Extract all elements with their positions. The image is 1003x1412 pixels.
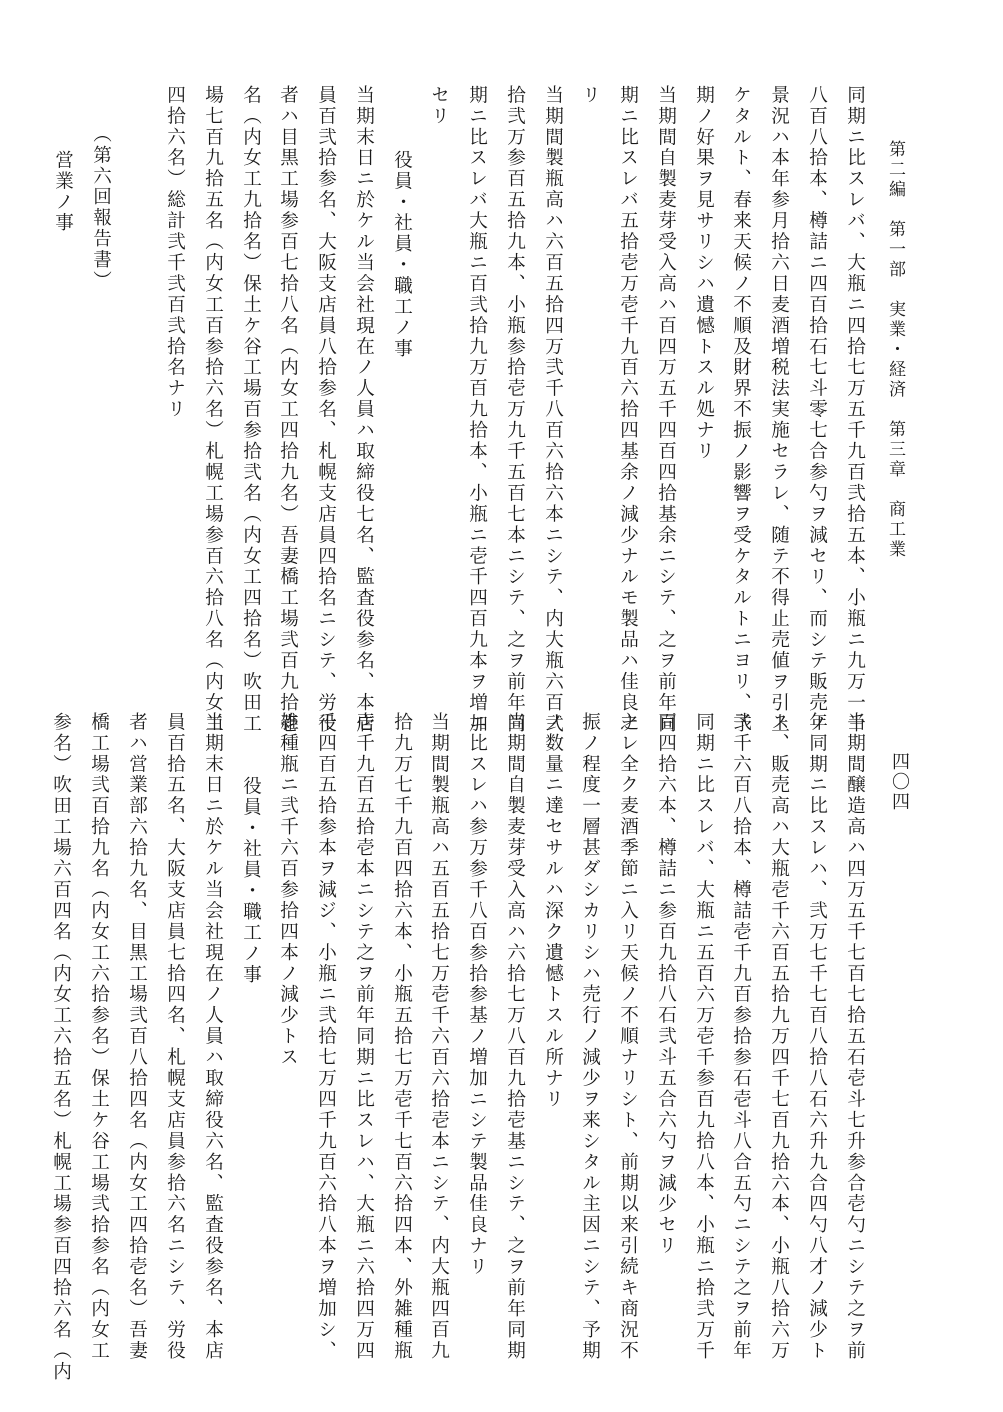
text-column: 拾九万七千九百四拾六本、小瓶五拾七万壱千七百六拾四本、外雑種瓶 bbox=[391, 712, 413, 1362]
text-column: 年同期ニ比スレハ、弐万七千七百八拾八石六升九合四勺八才ノ減少ト bbox=[806, 712, 828, 1362]
text-column: 之レ全ク麦酒季節ニ入リ天候ノ不順ナリシト、前期以来引続キ商況不 bbox=[617, 712, 639, 1362]
text-column: ス、販売高ハ大瓶壱千六百五拾九万四千七百九拾六本、小瓶八拾六万 bbox=[768, 712, 790, 1362]
text-column: ケタルト、春来天候ノ不順及財界不振ノ影響ヲ受ケタルトニヨリ、予 bbox=[730, 85, 752, 735]
section-heading: 営業ノ事 bbox=[52, 150, 74, 234]
section-heading: 役員・社員・職工ノ事 bbox=[391, 150, 413, 360]
text-column: 当期間製瓶高ハ五百五拾七万壱千六百六拾壱本ニシテ、内大瓶四百九 bbox=[428, 712, 450, 1362]
text-column: 名（内女工九拾名）保土ケ谷工場百参拾弐名（内女工四拾名）吹田工 bbox=[240, 85, 262, 735]
text-column: 参名）吹田工場六百四名（内女工六拾五名）札幌工場参百四拾六名（内 bbox=[50, 712, 72, 1383]
page-number: 四〇四 bbox=[889, 752, 910, 812]
text-column: 当期末日ニ於ケル当会社現在ノ人員ハ取締役六名、監査役参名、本店 bbox=[202, 712, 224, 1362]
text-column: 当期間自製麦芽受入高ハ六拾七万八百九拾壱基ニシテ、之ヲ前年同期 bbox=[504, 712, 526, 1362]
text-column: 期ニ比スレバ五拾壱万壱千九百六拾四基余ノ減少ナルモ製品ハ佳良ナ bbox=[617, 85, 639, 735]
text-column: リ bbox=[579, 85, 601, 106]
text-column: 雑種瓶ニ弐千六百参拾四本ノ減少トス bbox=[277, 712, 299, 1069]
text-column: 弐千六百八拾本、樽詰壱千九百参拾参石壱斗八合五勺ニシテ之ヲ前年 bbox=[730, 712, 752, 1362]
text-column: ニ比スレハ参万参千八百参拾参基ノ増加ニシテ製品佳良ナリ bbox=[466, 712, 488, 1278]
report-source: （第六回報告書） bbox=[90, 124, 112, 292]
text-column: 当期間製瓶高ハ六百五拾四万弐千八百六拾六本ニシテ、内大瓶六百弐 bbox=[542, 85, 564, 735]
text-column: 四拾六名）総計弐千弐百弐拾名ナリ bbox=[164, 85, 186, 421]
text-column: 者ハ営業部六拾九名、目黒工場弐百八拾四名（内女工四拾壱名）吾妻 bbox=[126, 712, 148, 1362]
text-column: セリ bbox=[428, 85, 450, 127]
text-column: 八百八拾本、樽詰ニ四百拾石七斗零七合参勺ヲ減セリ、而シテ販売ノ bbox=[806, 85, 828, 735]
text-column: 期ニ比スレバ大瓶ニ百弐拾九万百九拾本、小瓶ニ壱千四百九本ヲ増加 bbox=[466, 85, 488, 735]
text-column: 景況ハ本年参月拾六日麦酒増税法実施セラレ、随テ不得止売値ヲ引上 bbox=[768, 85, 790, 735]
text-column: 当期間自製麦芽受入高ハ百四万五千四百四拾基余ニシテ、之ヲ前年同 bbox=[655, 85, 677, 735]
running-header: 第二編 第一部 実業・経済 第三章 商工業 bbox=[885, 140, 905, 560]
text-column: 千四百五拾参本ヲ減ジ、小瓶ニ弐拾七万四千九百六拾八本ヲ増加シ、 bbox=[315, 712, 337, 1362]
text-column: 同期ニ比スレバ、大瓶ニ五百六万壱千参百九拾八本、小瓶ニ拾弐万千 bbox=[693, 712, 715, 1362]
text-column: 者ハ目黒工場参百七拾八名（内女工四拾九名）吾妻橋工場弐百九拾壱 bbox=[277, 85, 299, 735]
text-column: 期ノ好果ヲ見サリシハ遺憾トスル処ナリ bbox=[693, 85, 715, 463]
text-column: 当期間醸造高ハ四万五千七百七拾五石壱斗七升参合壱勺ニシテ之ヲ前 bbox=[844, 712, 866, 1362]
text-column: ノ数量ニ達セサルハ深ク遺憾トスル所ナリ bbox=[542, 712, 564, 1111]
text-column: 当期末日ニ於ケル当会社現在ノ人員ハ取締役七名、監査役参名、本店 bbox=[353, 85, 375, 735]
section-heading: 役員・社員・職工ノ事 bbox=[240, 776, 262, 986]
text-column: 壱千九百五拾壱本ニシテ之ヲ前年同期ニ比スレハ、大瓶ニ六拾四万四 bbox=[353, 712, 375, 1362]
text-column: 員百弐拾参名、大阪支店員八拾参名、札幌支店員四拾名ニシテ、労役 bbox=[315, 85, 337, 735]
text-column: 同期ニ比スレバ、大瓶ニ四拾七万五千九百弐拾五本、小瓶ニ九万一千 bbox=[844, 85, 866, 735]
text-column: 員百拾五名、大阪支店員七拾四名、札幌支店員参拾六名ニシテ、労役 bbox=[164, 712, 186, 1362]
text-column: 百四拾六本、樽詰ニ参百九拾八石弐斗五合六勺ヲ減少セリ bbox=[655, 712, 677, 1257]
text-column: 場七百九拾五名（内女工百参拾六名）札幌工場参百六拾八名（内女工 bbox=[202, 85, 224, 735]
text-column: 振ノ程度一層甚ダシカリシハ売行ノ減少ヲ来シタル主因ニシテ、予期 bbox=[579, 712, 601, 1362]
text-column: 拾弐万参百五拾九本、小瓶参拾壱万九千五百七本ニシテ、之ヲ前年同 bbox=[504, 85, 526, 735]
text-column: 橋工場弐百拾九名（内女工六拾参名）保土ケ谷工場弐拾参名（内女工 bbox=[88, 712, 110, 1362]
